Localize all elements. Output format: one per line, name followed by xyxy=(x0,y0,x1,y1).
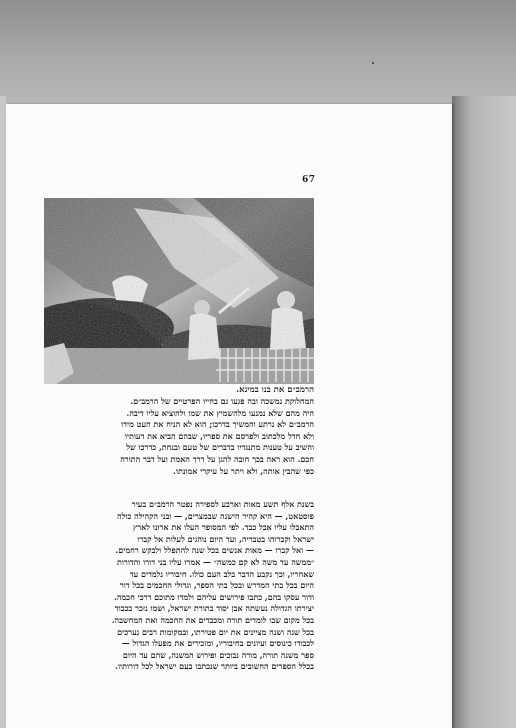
text-line: ולא חדל מלכתוב ולפרסם את ספריו, שבהם הביא את דעותיו xyxy=(124,430,314,441)
text-line: ודור עסקו בהם, כתבו פירושים עליהם ולמדו מתוכם דרכי חכמה. xyxy=(114,591,314,602)
scanned-page xyxy=(6,104,452,728)
text-line: חכם. הוא ראה בכך חובה להגן על דרך האמת ועל דבר התורה xyxy=(120,453,314,464)
photo-caption: הרמב״ם את בנו במינא. xyxy=(236,385,314,395)
text-line: — ואל קברו — מאות אנשים בכל שנה להתפלל ולבקש רחמים. xyxy=(115,545,314,556)
text-line: יצירתו הגדולה נעשתה אבן יסוד בתורת ישראל, ושמו נזכר בכבוד xyxy=(114,603,314,614)
text-line: ספר משנה תורה, מורה נבוכים ופירוש המשנה, שהם עד היום xyxy=(122,649,314,660)
text-line: פוסטאט, — היא קהיר הישנה שבמצרים, — ובני הקהילה כולה xyxy=(117,510,314,521)
photograph-image xyxy=(44,198,314,384)
text-line: שאחריו, וכך נקבע הדבר בלב העם כולו. חיבוריו נלמדים עד xyxy=(129,568,314,579)
text-line: ״ממשה עד משה לא קם כמשה״ — אמרו עליו בני דורו והדורות xyxy=(116,556,314,567)
text-line: כפי שהבין אותה, ולא ויתר על עיקרי אמונתו. xyxy=(173,465,314,476)
text-line: המחלוקת נמשכה ובה פגעו גם בחייו הפרטיים של הרמב״ם. xyxy=(130,396,314,406)
text-line: בכלל הספרים החשובים ביותר שנכתבו בעם ישראל לכל דורותיו. xyxy=(115,661,314,672)
page-number: 67 xyxy=(302,175,316,185)
text-line: והשיב על טענות מתנגדיו בדברים של טעם ובנחת, כדרכו של xyxy=(126,442,314,453)
text-line: בכל שנה ושנה מציינים את יום פטירתו, ובמקומות רבים נערכים xyxy=(117,626,314,637)
text-line: ישראל וקברוהו בטבריה, ועד היום נוהגים לעלות אל קברו xyxy=(137,533,314,544)
text-line: בכל מקום שבו לומדים תורה ומכבדים את החכמה ואת המחשבה. xyxy=(111,614,314,625)
text-line: היה מהם שלא נמנעו מלהשמיץ את שמו ולהוציא עליו דיבה. xyxy=(126,407,314,418)
text-line: לכבודו כינוסים ועיונים בחיבוריו, ומזכירים את מפעלו הגדול — xyxy=(121,638,314,649)
book-spine-shadow xyxy=(452,96,516,728)
text-line: התאבלו עליו אבל כבד. לפי המסופר העלו את ארונו לארץ xyxy=(133,522,314,533)
text-line: בשנת אלף תשע מאות וארבע לספירה נפטר הרמב״ם בעיר xyxy=(131,499,314,509)
scanner-background xyxy=(0,0,516,104)
text-line: היום בכל בתי המדרש ובכל בתי הספר, וגדולי החכמים בכל דור xyxy=(119,580,314,591)
historical-photograph xyxy=(44,198,314,384)
dust-speck xyxy=(372,62,374,64)
paragraph-1 xyxy=(44,396,314,477)
paragraph-2 xyxy=(44,499,314,673)
text-line: הרמב״ם לא נרתע והמשיך בדרכו; הוא לא הניח את העט מידו xyxy=(121,419,314,430)
